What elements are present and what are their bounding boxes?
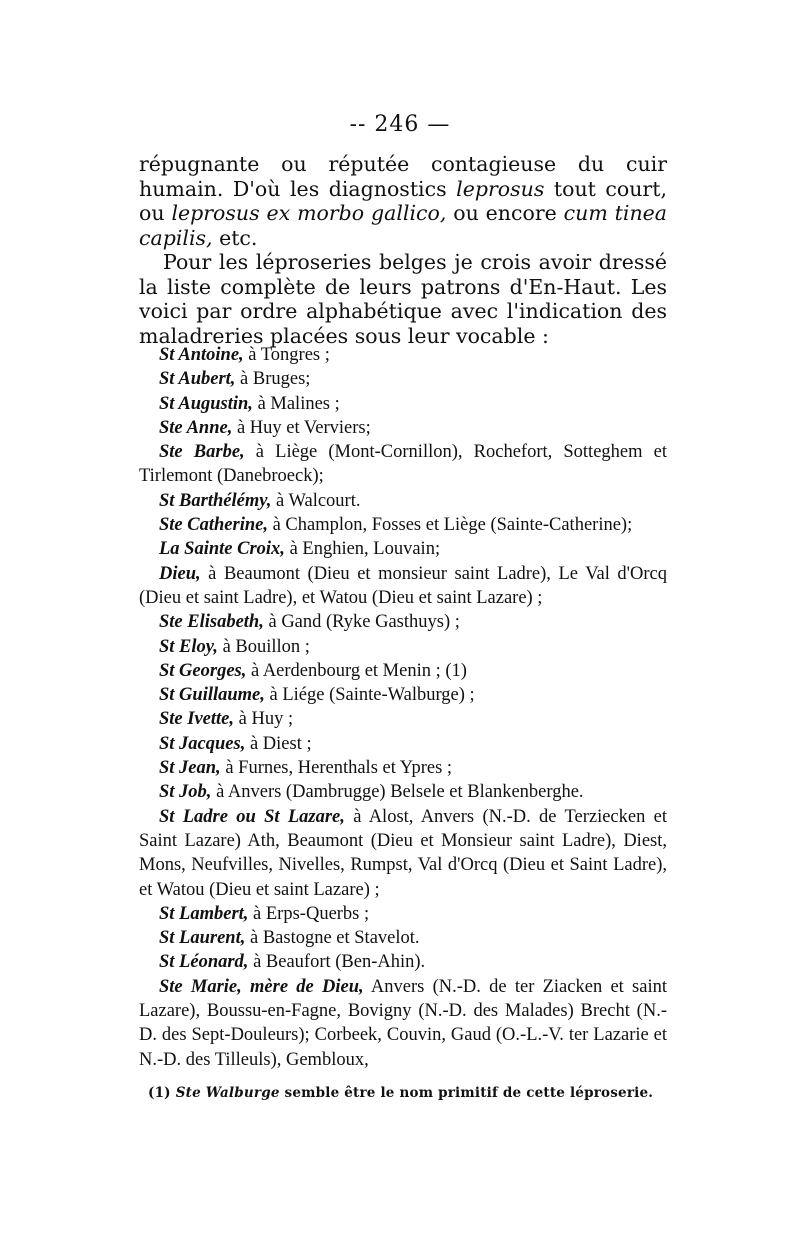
list-item bbox=[139, 926, 667, 950]
saint-name: St Eloy, bbox=[159, 636, 218, 657]
saint-name: Ste Ivette, bbox=[159, 709, 235, 730]
list-item bbox=[139, 562, 667, 611]
leprosaria-locations: à Anvers (Dambrugge) Belsele et Blankenberghe. bbox=[211, 782, 584, 803]
list-item bbox=[139, 343, 667, 367]
list-item bbox=[139, 659, 667, 683]
saint-name: St Lambert, bbox=[159, 903, 249, 924]
saint-name: La Sainte Croix, bbox=[159, 539, 285, 560]
list-item bbox=[139, 416, 667, 440]
leprosaria-locations: à Liège (Mont-Cornillon), Rochefort, Sotteghem et Tirlemont (Danebroeck); bbox=[139, 442, 667, 487]
footnote-saint: Ste Walburge bbox=[175, 1085, 280, 1101]
leprosaria-locations: à Malines ; bbox=[252, 393, 340, 414]
leprosaria-locations: à Beaumont (Dieu et monsieur saint Ladre), Le Val d'Orcq (Dieu et saint Ladre), et Watou (Dieu et saint Lazare) ; bbox=[139, 563, 667, 608]
footnote-text: semble être le nom primitif de cette léproserie. bbox=[279, 1085, 654, 1101]
patron-saints-list bbox=[139, 343, 667, 1072]
list-item bbox=[139, 950, 667, 974]
leprosaria-locations: à Gand (Ryke Gasthuys) ; bbox=[263, 612, 460, 633]
saint-name: Ste Marie, mère de Dieu, bbox=[159, 976, 364, 997]
leprosaria-locations: à Tongres ; bbox=[243, 345, 330, 365]
footnote bbox=[148, 1085, 668, 1101]
saint-name: Ste Elisabeth, bbox=[159, 612, 264, 633]
leprosaria-locations: à Walcourt. bbox=[271, 490, 361, 511]
saint-name: St Job, bbox=[159, 782, 212, 803]
list-item bbox=[139, 805, 667, 902]
leprosaria-locations: à Diest ; bbox=[245, 733, 312, 754]
latin-term: leprosus ex morbo gallico, bbox=[171, 201, 447, 225]
list-item bbox=[139, 732, 667, 756]
list-item bbox=[139, 392, 667, 416]
saint-name: St Barthélémy, bbox=[159, 490, 272, 511]
leprosaria-locations: à Erps-Querbs ; bbox=[248, 903, 370, 924]
intro-text-run: ou encore bbox=[446, 201, 564, 225]
intro-paragraph-2: Pour les léproseries belges je crois avoir dressé la liste complète de leurs patrons d'En-Haut. Les voici par ordre alphabétique avec l'indication des maladreries placées sous leur vocable : bbox=[139, 250, 667, 348]
saint-name: Ste Barbe, bbox=[159, 442, 245, 463]
leprosaria-locations: à Bruges; bbox=[235, 369, 311, 390]
leprosaria-locations: à Bastogne et Stavelot. bbox=[245, 928, 420, 949]
saint-name: St Augustin, bbox=[159, 393, 253, 414]
leprosaria-locations: à Beaufort (Ben-Ahin). bbox=[248, 952, 426, 973]
saint-name: St Léonard, bbox=[159, 952, 249, 973]
saint-name: St Jean, bbox=[159, 758, 221, 779]
leprosaria-locations: Anvers (N.-D. de ter Ziacken et saint Lazare), Boussu-en-Fagne, Bovigny (N.-D. des Malades) Brecht (N.-D. des Sept-Douleurs); Corbeek, Couvin, Gaud (O.-L.-V. ter Lazarie et N.-D. des Tilleuls), Gembloux, bbox=[139, 976, 667, 1070]
intro-text-run: tout court, ou bbox=[139, 176, 667, 225]
leprosaria-locations: à Huy et Verviers; bbox=[232, 417, 371, 438]
leprosaria-locations: à Furnes, Herenthals et Ypres ; bbox=[220, 758, 453, 779]
list-item bbox=[139, 537, 667, 561]
leprosaria-locations: à Alost, Anvers (N.-D. de Terziecken et Saint Lazare) Ath, Beaumont (Dieu et Monsieur saint Ladre), Diest, Mons, Neufvilles, Nivelles, Rumpst, Val d'Orcq (Dieu et Saint Ladre), et Watou (Dieu et saint Lazare) ; bbox=[139, 806, 667, 900]
list-item bbox=[139, 975, 667, 1072]
leprosaria-locations: à Aerdenbourg et Menin ; (1) bbox=[246, 660, 467, 681]
latin-term: cum tinea capilis, bbox=[139, 201, 668, 250]
list-item bbox=[139, 440, 667, 489]
saint-name: St Aubert, bbox=[159, 369, 236, 390]
list-item bbox=[139, 635, 667, 659]
saint-name: St Antoine, bbox=[159, 345, 244, 365]
list-item bbox=[139, 367, 667, 391]
leprosaria-locations: à Huy ; bbox=[234, 709, 294, 730]
saint-name: St Guillaume, bbox=[159, 685, 265, 706]
list-item bbox=[139, 756, 667, 780]
saint-name: St Laurent, bbox=[159, 928, 246, 949]
saint-name: St Jacques, bbox=[159, 733, 246, 754]
saint-name: Ste Anne, bbox=[159, 417, 233, 438]
leprosaria-locations: à Liége (Sainte-Walburge) ; bbox=[264, 685, 475, 706]
list-item bbox=[139, 683, 667, 707]
list-item bbox=[139, 489, 667, 513]
list-item bbox=[139, 513, 667, 537]
latin-term: leprosus bbox=[456, 176, 545, 201]
list-item bbox=[139, 902, 667, 926]
intro-paragraph-1 bbox=[139, 152, 667, 250]
saint-name: Dieu, bbox=[159, 563, 201, 584]
saint-name: St Ladre ou St Lazare, bbox=[159, 806, 345, 827]
intro-text-run: etc. bbox=[212, 225, 258, 250]
leprosaria-locations: à Champlon, Fosses et Liège (Sainte-Catherine); bbox=[267, 515, 633, 536]
page-number: -- 246 — bbox=[349, 112, 451, 137]
list-item bbox=[139, 780, 667, 804]
list-item bbox=[139, 707, 667, 731]
intro-text-run: répugnante ou réputée contagieuse du cuir humain. D'où les diagnostics bbox=[139, 152, 667, 201]
saint-name: St Georges, bbox=[159, 660, 247, 681]
leprosaria-locations: à Bouillon ; bbox=[217, 636, 310, 657]
footnote-marker: (1) bbox=[148, 1085, 171, 1101]
intro-text bbox=[139, 152, 667, 348]
list-item bbox=[139, 610, 667, 634]
leprosaria-locations: à Enghien, Louvain; bbox=[284, 539, 441, 560]
saint-name: Ste Catherine, bbox=[159, 515, 268, 536]
